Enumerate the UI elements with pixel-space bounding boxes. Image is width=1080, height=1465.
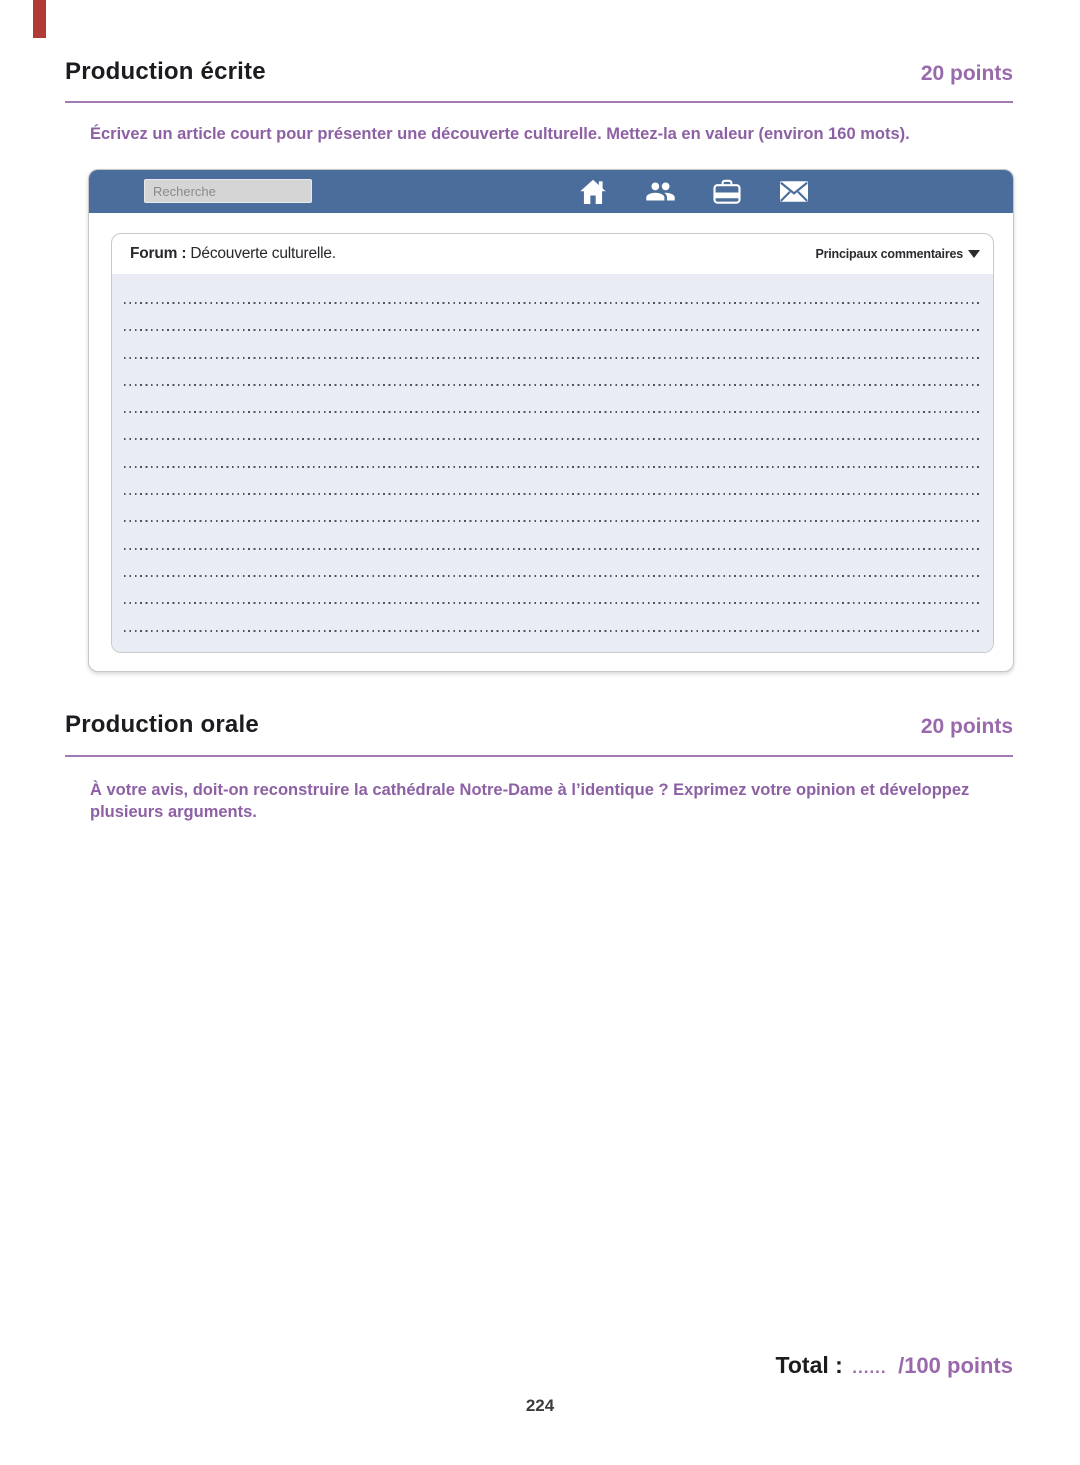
browser-toolbar <box>89 170 1013 213</box>
page-number: 224 <box>525 1396 555 1415</box>
forum-title <box>130 245 336 263</box>
toolbar-icons <box>577 176 810 207</box>
users-icon[interactable] <box>644 176 676 207</box>
forum-card <box>111 233 994 653</box>
writing-line <box>124 304 980 331</box>
section-rule <box>65 101 1013 103</box>
writing-line <box>124 495 980 522</box>
writing-line <box>124 605 980 632</box>
section-title: Production écrite <box>65 58 266 85</box>
writing-line <box>124 359 980 386</box>
writing-line <box>124 386 980 413</box>
page-edge-tab <box>33 0 46 38</box>
points-badge: 20 points <box>920 715 1013 738</box>
search-input[interactable] <box>144 179 312 203</box>
writing-line <box>124 468 980 495</box>
forum-label: Forum : <box>130 245 187 262</box>
writing-line <box>124 277 980 304</box>
instruction-text: Écrivez un article court pour présenter une découverte culturelle. Mettez-la en valeur (environ 160 mots). <box>90 125 910 143</box>
writing-line <box>124 523 980 550</box>
total-points: /100 points <box>898 1353 1013 1378</box>
forum-header <box>112 234 993 274</box>
forum-topic: Découverte culturelle. <box>186 245 336 262</box>
mail-icon[interactable] <box>778 176 810 207</box>
total-label: Total : <box>775 1352 843 1378</box>
home-icon[interactable] <box>577 176 609 207</box>
briefcase-icon[interactable] <box>711 176 743 207</box>
forum-writing-area[interactable] <box>112 274 993 652</box>
section-title: Production orale <box>65 711 259 738</box>
total-line <box>776 1352 1013 1379</box>
section-header-ecrite <box>65 58 1013 86</box>
writing-line <box>124 550 980 577</box>
sort-dropdown[interactable] <box>815 247 980 261</box>
section-header-orale <box>65 711 1013 739</box>
sort-dropdown-label: Principaux commentaires <box>815 247 963 261</box>
writing-line <box>124 577 980 604</box>
points-badge: 20 points <box>920 62 1013 85</box>
browser-window <box>88 169 1014 672</box>
instruction-text: À votre avis, doit-on reconstruire la cathédrale Notre-Dame à l’identique ? Exprimez votre opinion et développez plusieurs arguments. <box>90 781 970 821</box>
caret-down-icon <box>968 250 980 258</box>
total-dots: ...... <box>852 1358 887 1377</box>
writing-line <box>124 332 980 359</box>
writing-line <box>124 413 980 440</box>
section-rule <box>65 755 1013 757</box>
writing-line <box>124 441 980 468</box>
